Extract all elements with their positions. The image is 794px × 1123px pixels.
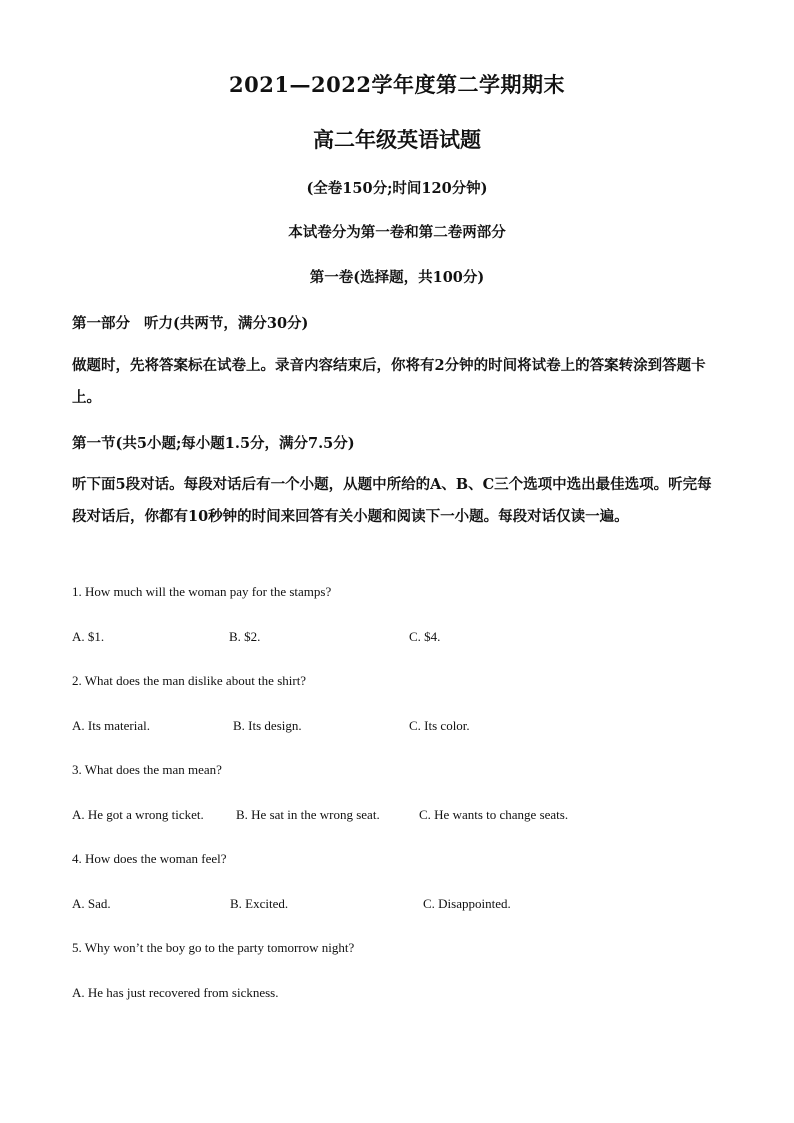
question-2-option-c: C. Its color. bbox=[409, 718, 470, 733]
exam-structure-note: 本试卷分为第一卷和第二卷两部分 bbox=[288, 224, 506, 241]
question-2-option-a: A. Its material. bbox=[72, 718, 150, 733]
question-3-option-a: A. He got a wrong ticket. bbox=[72, 807, 204, 822]
part-one-heading bbox=[72, 312, 308, 333]
question-4-option-a: A. Sad. bbox=[72, 896, 111, 911]
section-one-instruction: 听下面5段对话。每段对话后有一个小题，从题中所给的A、B、C三个选项中选出最佳选项。听完每段对话后，你都有10秒钟的时间来回答有关小题和阅读下一小题。每段对话仅读一遍。 bbox=[72, 476, 712, 525]
question-3: 3. What does the man mean? bbox=[72, 762, 222, 777]
volume-one-heading: 第一卷(选择题，共100分) bbox=[309, 269, 485, 286]
question-1-option-c: C. $4. bbox=[409, 629, 441, 644]
part-one-title: 听力(共两节，满分30分) bbox=[144, 315, 309, 332]
question-5-option-a: A. He has just recovered from sickness. bbox=[72, 985, 279, 1000]
question-2-option-b: B. Its design. bbox=[233, 718, 302, 733]
exam-title-subject: 高二年级英语试题 bbox=[313, 127, 481, 152]
question-4-option-b: B. Excited. bbox=[230, 896, 289, 911]
question-4: 4. How does the woman feel? bbox=[72, 851, 227, 866]
question-2: 2. What does the man dislike about the shirt? bbox=[72, 673, 307, 688]
question-3-option-b: B. He sat in the wrong seat. bbox=[236, 807, 380, 822]
question-3-option-c: C. He wants to change seats. bbox=[419, 807, 569, 822]
question-5: 5. Why won’t the boy go to the party tomorrow night? bbox=[72, 940, 355, 955]
question-1-option-b: B. $2. bbox=[229, 629, 261, 644]
part-one-instruction: 做题时，先将答案标在试卷上。录音内容结束后，你将有2分钟的时间将试卷上的答案转涂到答题卡上。 bbox=[72, 357, 706, 406]
exam-title-term: 2021—2022学年度第二学期期末 bbox=[229, 72, 565, 97]
question-1-option-a: A. $1. bbox=[72, 629, 105, 644]
question-4-option-c: C. Disappointed. bbox=[423, 896, 511, 911]
part-one-label: 第一部分 bbox=[72, 315, 130, 332]
exam-score-time: (全卷150分;时间120分钟) bbox=[306, 180, 488, 197]
section-one-heading: 第一节(共5小题;每小题1.5分，满分7.5分) bbox=[72, 435, 355, 452]
question-1: 1. How much will the woman pay for the stamps? bbox=[72, 584, 332, 599]
